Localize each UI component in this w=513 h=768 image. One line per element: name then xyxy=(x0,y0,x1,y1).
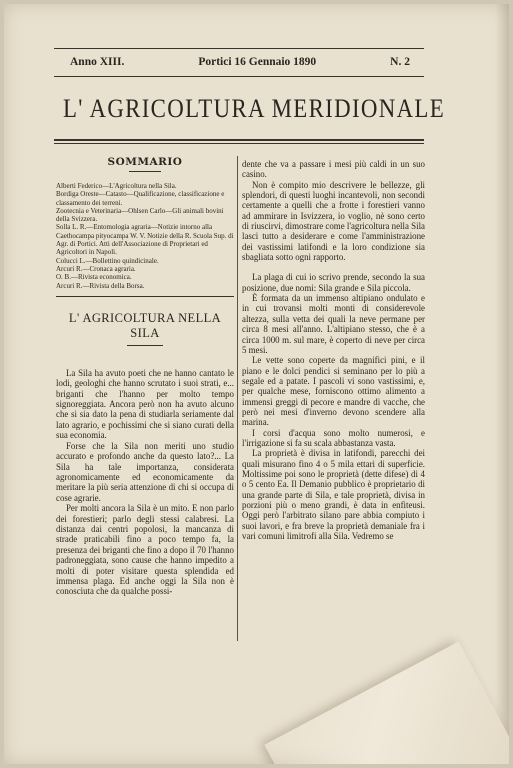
title-rule-thin xyxy=(54,143,424,144)
article-paragraph: Le vette sono coperte da magnifici pini, e il piano e le dolci pendici si seminano per lo più a segale ed a patate. I pascoli vi sono vastissimi, e, per qualche mese, forniscono ottimo alimento a immensi greggi di pecore e mandre di vacche, che però nei mesi d'inverno devono scendere alla marina. xyxy=(242,355,425,428)
sommario-item: Solla L. R.—Entomologia agraria—Notizie intorno alla Caethocampa pityocampa W. V. Notizie della R. Scuola Sup. di Agr. di Portici. Atti dell'Associazione di Proprietari ed Agricoltori in Napoli. xyxy=(56,223,234,257)
top-rule xyxy=(54,48,424,49)
title-rule-thick xyxy=(54,139,424,141)
sommario-list xyxy=(56,182,234,290)
masthead-rule xyxy=(54,76,424,77)
column-divider xyxy=(237,156,238,641)
sommario-item: Arcuri R.—Rivista della Borsa. xyxy=(56,281,145,290)
article-paragraph: Forse che la Sila non meriti uno studio accurato e profondo anche da questo lato?... La Sila ha tale importanza, considerata agronomicamente ed economicamente da meritare la più seria attenzione di chi si occupa di cose agrarie. xyxy=(56,440,234,503)
issue-number: N. 2 xyxy=(390,56,410,68)
paragraph-gap xyxy=(242,262,425,272)
paper-edge-stain xyxy=(495,4,509,764)
sommario-item: Zootecnia e Veterinaria—Ohlsen Carlo—Gli animali bovini della Svizzera. xyxy=(56,206,224,224)
article-paragraph: dente che va a passare i mesi più caldi in un suo casino. xyxy=(242,159,425,180)
article-paragraph: La Sila ha avuto poeti che ne hanno cantato le lodi, geologhi che hanno scrutato i suoi strati, e... briganti che l'hanno per molto tempo signoreggiata. Ancora però non ha avuto alcuno che si sia dato la pena di studiarla seriamente dal lato agrario, e pochissimi che si siano curati della sua economia. xyxy=(56,367,234,441)
article-title-rule xyxy=(127,345,163,346)
section-rule xyxy=(56,296,234,297)
newspaper-title: L' AGRICOLTURA MERIDIONALE xyxy=(62,94,446,123)
article-paragraph: La plaga di cui io scrivo prende, secondo la sua posizione, due nomi: Sila grande e Sila piccola. xyxy=(242,272,425,293)
article-paragraph: È formata da un immenso altipiano ondulato e in cui trovansi molti monti di considerevole altezza, sulla vetta dei quali la neve permane per circa 8 mesi all'anno. L'altipiano stesso, che è a circa 1000 m. sul mare, è coperto di neve per circa 5 mesi. xyxy=(242,293,425,355)
article-paragraph: Non è compito mio descrivere le bellezze, gli splendori, di questi luoghi incantevoli, non secondi certamente a quelli che a frotte i forestieri vanno ad ammirare in Isvizzera, io voglio, nè sono certo di riuscirvi, dimostrare come l'agricoltura nella Sila lasci tutto a desiderare e come l'amministrazione dei vastissimi latifondi e la loro condizione sia sbagliata sotto ogni rapporto. xyxy=(242,179,425,263)
sommario-item: Colucci L.—Bollettino quindicinale. xyxy=(56,256,159,265)
issue-year: Anno XIII. xyxy=(70,56,125,68)
left-column xyxy=(56,156,234,597)
article-paragraph: La proprietà è divisa in latifondi, parecchi dei quali misurano fino 4 o 5 mila ettari di superficie. Moltissime poi sono le proprietà (dette difese) di 4 o 5 cento Ea. Il Demanio pubblico è proprietario di una grande parte di Sila, e tale proprietà, divisa in porzioni più o meno grandi, è data in enfiteusi. Oggi però l'arbitrato silano pare abbia compiuto i suoi lavori, e fra breve la proprietà demaniale fra i vari comuni limitrofi alla Sila. Vedremo se xyxy=(242,448,425,542)
masthead-info xyxy=(70,56,410,68)
sommario-item: Arcuri R.—Cronaca agraria. xyxy=(56,264,136,273)
article-paragraph: Per molti ancora la Sila è un mito. E non parlo dei forestieri; parlo degli stessi calabresi. La distanza dai centri popolosi, la mancanza di strade praticabili fino a poco tempo fa, la presenza dei briganti che fino a dopo il 70 l'hanno padroneggiata, sono cause che hanno impedito a molti di poter visitare questa splendida ed immensa plaga. Ed anche oggi la Sila non è conosciuta che da qualche possi- xyxy=(56,503,234,597)
article-paragraph: I corsi d'acqua sono molto numerosi, e l'irrigazione si fa su scala abbastanza vasta. xyxy=(242,427,425,448)
article-title: L' AGRICOLTURA NELLA SILA xyxy=(68,310,222,340)
sommario-heading: SOMMARIO xyxy=(107,156,183,168)
sommario-item: O. B.—Rivista economica. xyxy=(56,273,132,282)
right-column xyxy=(242,159,425,541)
issue-place-date: Portici 16 Gennaio 1890 xyxy=(198,56,317,68)
folded-corner xyxy=(264,642,509,764)
sommario-rule xyxy=(129,171,161,172)
sommario-item: Bordiga Oreste—Catasto—Qualificazione, classificazione e classamento dei terreni. xyxy=(56,190,225,207)
sommario-item: Alberti Federico—L'Agricoltura nella Sila. xyxy=(56,182,177,190)
newspaper-page xyxy=(4,4,509,764)
